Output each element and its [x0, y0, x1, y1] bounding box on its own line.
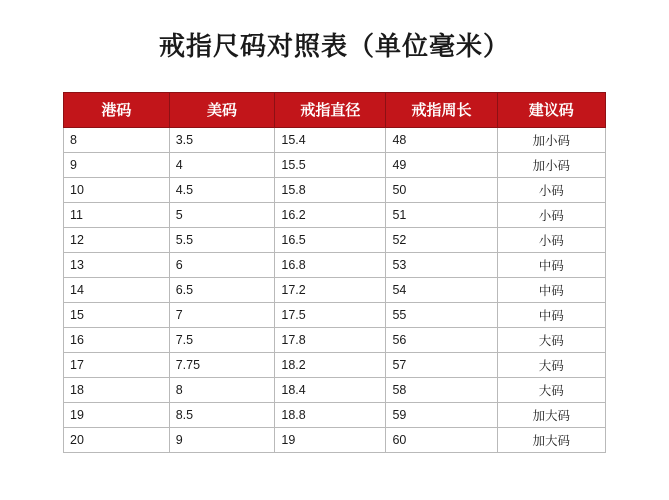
- cell-us-size: 6.5: [169, 277, 275, 302]
- table-container: [63, 92, 606, 453]
- table-row: [64, 252, 606, 277]
- table-row: [64, 177, 606, 202]
- cell-ring-circumference: 58: [386, 377, 497, 402]
- ring-size-table: [63, 92, 606, 453]
- column-header-us-size: 美码: [169, 92, 275, 127]
- cell-us-size: 9: [169, 427, 275, 452]
- cell-suggested-size: 中码: [497, 252, 605, 277]
- cell-suggested-size: 大码: [497, 352, 605, 377]
- cell-ring-diameter: 16.8: [275, 252, 386, 277]
- cell-ring-circumference: 59: [386, 402, 497, 427]
- table-row: [64, 427, 606, 452]
- cell-hk-size: 11: [64, 202, 170, 227]
- cell-hk-size: 17: [64, 352, 170, 377]
- cell-ring-diameter: 16.5: [275, 227, 386, 252]
- cell-suggested-size: 中码: [497, 302, 605, 327]
- cell-ring-circumference: 48: [386, 127, 497, 152]
- cell-us-size: 7.5: [169, 327, 275, 352]
- cell-hk-size: 15: [64, 302, 170, 327]
- table-header-row: [64, 92, 606, 127]
- table-row: [64, 127, 606, 152]
- column-header-ring-diameter: 戒指直径: [275, 92, 386, 127]
- table-row: [64, 377, 606, 402]
- cell-suggested-size: 小码: [497, 177, 605, 202]
- cell-hk-size: 16: [64, 327, 170, 352]
- cell-ring-circumference: 56: [386, 327, 497, 352]
- cell-suggested-size: 中码: [497, 277, 605, 302]
- table-row: [64, 152, 606, 177]
- column-header-suggested-size: 建议码: [497, 92, 605, 127]
- cell-ring-circumference: 51: [386, 202, 497, 227]
- cell-ring-circumference: 60: [386, 427, 497, 452]
- cell-hk-size: 19: [64, 402, 170, 427]
- cell-hk-size: 13: [64, 252, 170, 277]
- cell-suggested-size: 大码: [497, 327, 605, 352]
- cell-hk-size: 8: [64, 127, 170, 152]
- table-row: [64, 302, 606, 327]
- cell-us-size: 7.75: [169, 352, 275, 377]
- cell-ring-diameter: 15.8: [275, 177, 386, 202]
- cell-ring-diameter: 19: [275, 427, 386, 452]
- table-header: [64, 92, 606, 127]
- cell-hk-size: 18: [64, 377, 170, 402]
- cell-ring-circumference: 53: [386, 252, 497, 277]
- cell-suggested-size: 加大码: [497, 402, 605, 427]
- cell-hk-size: 10: [64, 177, 170, 202]
- cell-ring-diameter: 17.8: [275, 327, 386, 352]
- cell-ring-circumference: 49: [386, 152, 497, 177]
- table-row: [64, 277, 606, 302]
- table-body: [64, 127, 606, 452]
- cell-suggested-size: 大码: [497, 377, 605, 402]
- cell-ring-diameter: 17.5: [275, 302, 386, 327]
- table-row: [64, 402, 606, 427]
- cell-ring-circumference: 54: [386, 277, 497, 302]
- cell-suggested-size: 加小码: [497, 152, 605, 177]
- cell-ring-diameter: 18.8: [275, 402, 386, 427]
- cell-ring-circumference: 55: [386, 302, 497, 327]
- cell-ring-circumference: 57: [386, 352, 497, 377]
- table-row: [64, 202, 606, 227]
- cell-ring-diameter: 18.4: [275, 377, 386, 402]
- page-title: 戒指尺码对照表（单位毫米）: [158, 31, 510, 61]
- cell-suggested-size: 加小码: [497, 127, 605, 152]
- cell-suggested-size: 小码: [497, 202, 605, 227]
- cell-ring-circumference: 52: [386, 227, 497, 252]
- cell-suggested-size: 小码: [497, 227, 605, 252]
- table-row: [64, 327, 606, 352]
- cell-us-size: 5.5: [169, 227, 275, 252]
- cell-us-size: 8: [169, 377, 275, 402]
- table-row: [64, 227, 606, 252]
- cell-ring-diameter: 18.2: [275, 352, 386, 377]
- column-header-hk-size: 港码: [64, 92, 170, 127]
- cell-ring-diameter: 17.2: [275, 277, 386, 302]
- cell-us-size: 3.5: [169, 127, 275, 152]
- cell-ring-diameter: 15.4: [275, 127, 386, 152]
- cell-hk-size: 20: [64, 427, 170, 452]
- cell-ring-diameter: 15.5: [275, 152, 386, 177]
- cell-hk-size: 12: [64, 227, 170, 252]
- cell-ring-circumference: 50: [386, 177, 497, 202]
- cell-hk-size: 14: [64, 277, 170, 302]
- cell-us-size: 4.5: [169, 177, 275, 202]
- table-row: [64, 352, 606, 377]
- cell-us-size: 6: [169, 252, 275, 277]
- cell-hk-size: 9: [64, 152, 170, 177]
- cell-suggested-size: 加大码: [497, 427, 605, 452]
- cell-us-size: 8.5: [169, 402, 275, 427]
- cell-us-size: 4: [169, 152, 275, 177]
- cell-us-size: 5: [169, 202, 275, 227]
- cell-us-size: 7: [169, 302, 275, 327]
- column-header-ring-circumference: 戒指周长: [386, 92, 497, 127]
- cell-ring-diameter: 16.2: [275, 202, 386, 227]
